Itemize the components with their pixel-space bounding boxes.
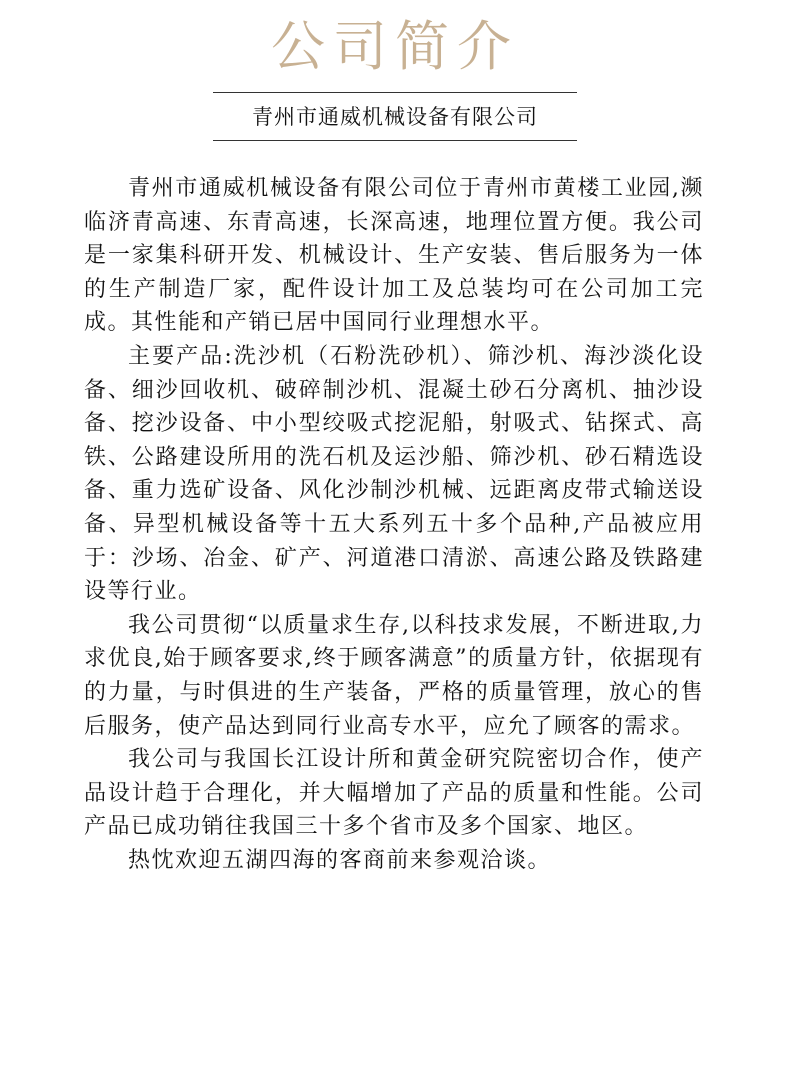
- paragraph-welcome: 热忱欢迎五湖四海的客商前来参观洽谈。: [128, 847, 552, 873]
- paragraph-intro: 青州市通威机械设备有限公司位于青州市黄楼工业园,濒临济青高速、东青高速，长深高速，地理位置方便。我公司是一家集科研开发、机械设计、生产安装、售后服务为一体的生产制造厂家，配件设计加工及总装均可在公司加工完成。其性能和产销已居中国同行业理想水平。: [84, 176, 704, 336]
- page-title: 公司简介: [271, 15, 519, 78]
- paragraph-quality: 我公司贯彻“以质量求生存,以科技求发展，不断进取,力求优良,始于顾客要求,终于顾客满意”的质量方针，依据现有的力量，与时俱进的生产装备，严格的质量管理，放心的售后服务，使产品达到同行业高专水平，应允了顾客的需求。: [84, 612, 704, 739]
- top-divider: [213, 92, 577, 93]
- company-name: 青州市通威机械设备有限公司: [252, 105, 538, 129]
- bottom-divider: [213, 140, 577, 141]
- paragraph-cooperation: 我公司与我国长江设计所和黄金研究院密切合作，使产品设计趋于合理化，并大幅增加了产品的质量和性能。公司产品已成功销往我国三十多个省市及多个国家、地区。: [84, 747, 704, 840]
- profile-body: [84, 172, 704, 877]
- paragraph-products: 主要产品:洗沙机（石粉洗砂机）、筛沙机、海沙淡化设备、细沙回收机、破碎制沙机、混凝土砂石分离机、抽沙设备、挖沙设备、中小型绞吸式挖泥船，射吸式、钻探式、高铁、公路建设所用的洗石机及运沙船、筛沙机、砂石精选设备、重力选矿设备、风化沙制沙机械、远距离皮带式输送设备、异型机械设备等十五大系列五十多个品种,产品被应用于：沙场、冶金、矿产、河道港口清淤、高速公路及铁路建设等行业。: [84, 343, 704, 605]
